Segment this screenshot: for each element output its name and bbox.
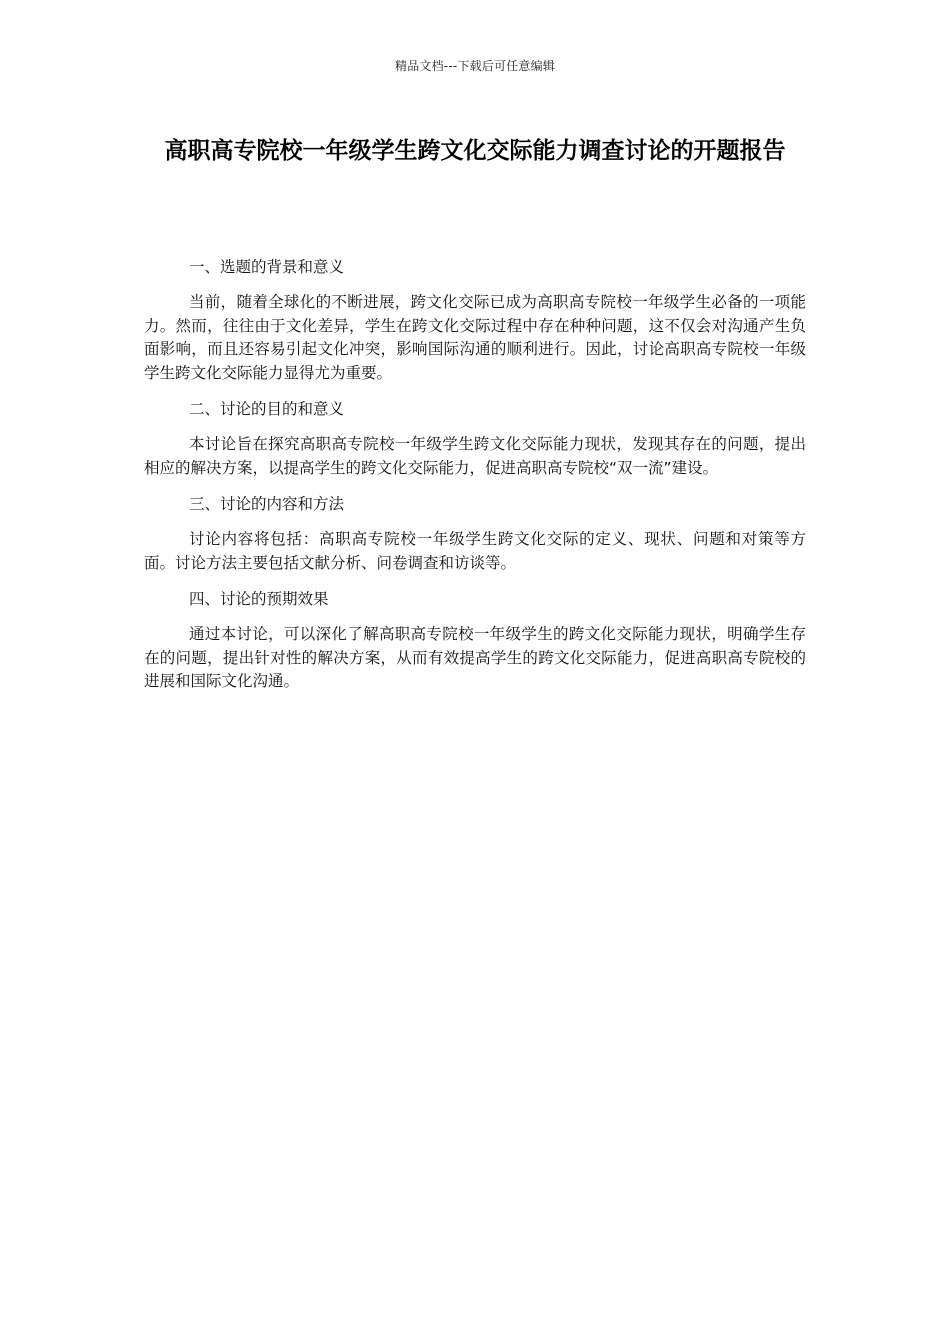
document-body xyxy=(144,255,806,706)
section-body-purpose: 本讨论旨在探究高职高专院校一年级学生跨文化交际能力现状，发现其存在的问题，提出相应的解决方案，以提高学生的跨文化交际能力，促进高职高专院校“双一流”建设。 xyxy=(144,435,806,477)
section-heading-background: 一、选题的背景和意义 xyxy=(189,258,345,276)
section-body-expected-effect: 通过本讨论，可以深化了解高职高专院校一年级学生的跨文化交际能力现状，明确学生存在的问题，提出针对性的解决方案，从而有效提高学生的跨文化交际能力，促进高职高专院校的进展和国际文化沟通。 xyxy=(144,625,806,690)
section-heading-expected-effect: 四、讨论的预期效果 xyxy=(189,590,329,608)
header-note: 精品文档---下载后可任意编辑 xyxy=(395,59,555,73)
section-heading-content-method: 三、讨论的内容和方法 xyxy=(189,495,345,513)
section-body-content-method: 讨论内容将包括：高职高专院校一年级学生跨文化交际的定义、现状、问题和对策等方面。讨论方法主要包括文献分析、问卷调查和访谈等。 xyxy=(144,530,806,572)
section-body-background: 当前，随着全球化的不断进展，跨文化交际已成为高职高专院校一年级学生必备的一项能力。然而，往往由于文化差异，学生在跨文化交际过程中存在种种问题，这不仅会对沟通产生负面影响，而且还容易引起文化冲突，影响国际沟通的顺利进行。因此，讨论高职高专院校一年级学生跨文化交际能力显得尤为重要。 xyxy=(144,293,806,382)
section-heading-purpose: 二、讨论的目的和意义 xyxy=(189,400,345,418)
document-title: 高职高专院校一年级学生跨文化交际能力调查讨论的开题报告 xyxy=(164,138,786,164)
